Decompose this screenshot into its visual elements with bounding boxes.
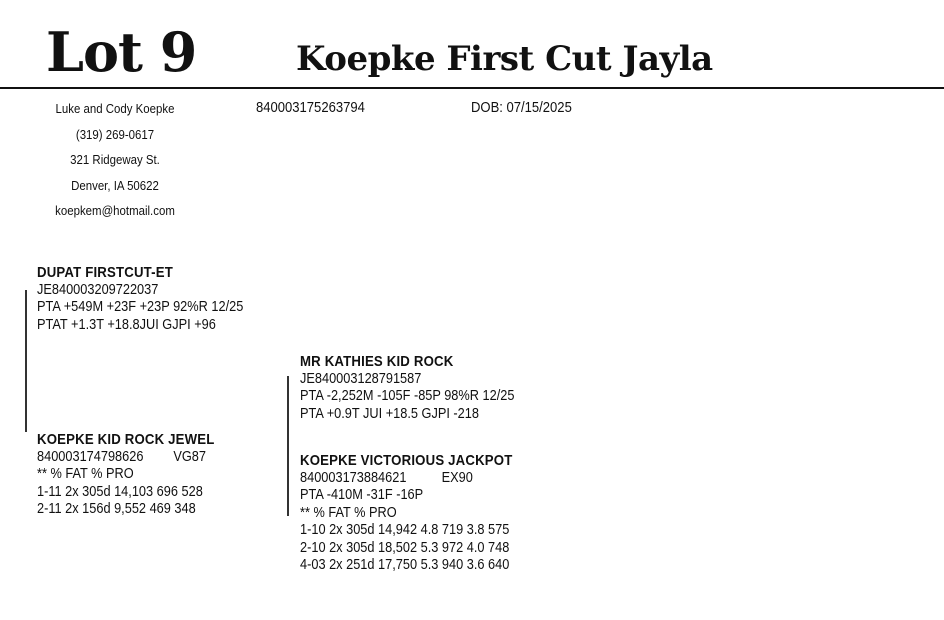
sire-pta: PTA +549M +23F +23P 92%R 12/25 [37,299,244,315]
consignor-street: 321 Ridgeway St. [70,152,160,167]
dam-registration: 840003174798626 [37,448,144,465]
dam-id-line [37,449,215,467]
animal-registration: 840003175263794 [256,100,365,116]
pedigree-bracket-sire-dam [25,290,27,432]
dob-value: 07/15/2025 [506,100,572,116]
dam-dam-record: 1-10 2x 305d 14,942 4.8 719 3.8 575 [300,522,510,538]
dam-dam-block [300,452,512,575]
sire-block [37,264,243,334]
dam-record: 2-11 2x 156d 9,552 469 348 [37,501,196,517]
dam-dam-pta: PTA -410M -31F -16P [300,487,424,503]
dam-sire-registration: JE840003128791587 [300,370,422,387]
header-rule [0,87,944,89]
dam-dam-registration: 840003173884621 [300,469,407,486]
dam-sire-ptat: PTA +0.9T JUI +18.5 GJPI -218 [300,405,479,422]
animal-dob [471,98,572,118]
consignor-name: Luke and Cody Koepke [55,101,175,116]
dam-name: KOEPKE KID ROCK JEWEL [37,431,215,448]
pedigree-bracket-dam-parents [287,376,289,516]
consignor-info [40,96,190,224]
consignor-phone: (319) 269-0617 [75,126,155,142]
sire-name: DUPAT FIRSTCUT-ET [37,264,173,281]
dam-dam-classification: EX90 [441,469,473,486]
animal-name: Koepke First Cut Jayla [296,39,713,79]
dam-record: 1-11 2x 305d 14,103 696 528 [37,483,203,500]
consignor-email: koepkem@hotmail.com [55,203,175,218]
dam-dam-name: KOEPKE VICTORIOUS JACKPOT [300,452,513,469]
dam-sire-name: MR KATHIES KID ROCK [300,353,454,370]
dam-classification: VG87 [173,448,207,465]
dam-sire-pta: PTA -2,252M -105F -85P 98%R 12/25 [300,388,515,404]
dam-dam-id-line [300,470,512,488]
sire-ptat: PTAT +1.3T +18.8JUI GJPI +96 [37,316,216,333]
dam-block [37,431,215,519]
dam-dam-record: 2-10 2x 305d 18,502 5.3 972 4.0 748 [300,539,510,556]
dam-records-header: ** % FAT % PRO [37,466,134,482]
dam-dam-record: 4-03 2x 251d 17,750 5.3 940 3.6 640 [300,557,510,573]
dob-label: DOB: [471,100,503,116]
consignor-city: Denver, IA 50622 [71,177,159,193]
dam-sire-block [300,353,514,423]
sire-registration: JE840003209722037 [37,281,159,298]
lot-number: Lot 9 [46,20,197,84]
dam-dam-records-header: ** % FAT % PRO [300,504,397,521]
